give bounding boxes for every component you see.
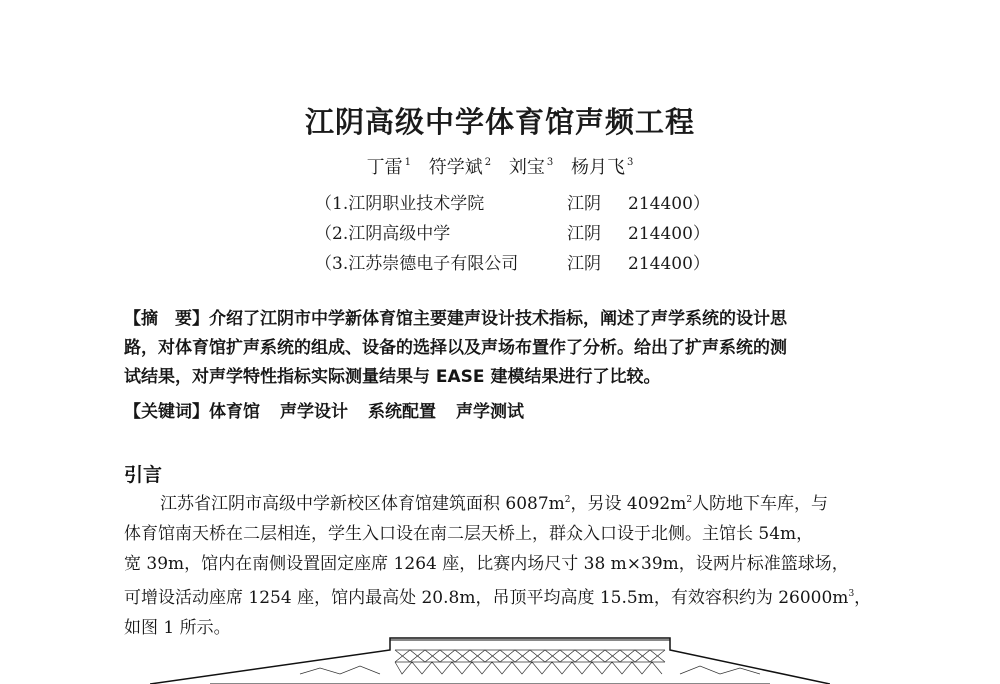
gymnasium-section-drawing: [150, 628, 830, 684]
keyword: 声学测试: [456, 402, 524, 422]
body-line: 如图 1 所示。: [124, 618, 231, 638]
author: 刘宝 $^3$: [508, 157, 554, 178]
body-line: 江苏省江阴市高级中学新校区体育馆建筑面积 $6087m^2$，另设 $4092m^2$人防地下车库，与: [160, 494, 829, 514]
paper-page: 江阴高级中学体育馆声频工程 丁雷 $^1$ 符学斌 $^2$ 刘宝 $^3$ 杨月飞 $^3$ （1.江阴职业技术学院 江阴 214400） （2.江阴高级中学 江阴 214400） （3.江苏崇德电子有限公司 江阴 214400） 【摘 要】介绍了江阴市中学新体育馆主要建声设计技术指标，阐述了声学系统的设计思 路，对体育馆扩声系统的组成、设备的选择以及声场布置作了分析。给出了扩声系统的测 试结果，对声学特性指标实际测量结果与 EASE 建模结果进行了比较。 【关键词】体育馆 声学设计 系统配置 声学测试 引言 江苏省江阴市高级中学新校区体育馆建筑面积 $6087m^2$，另设 $4092m^2$人防地下车库，与 体育馆南天桥在二层相连，学生入口设在南二层天桥上，群众入口设于北侧。主馆长 54m， 宽 39m，馆内在南侧设置固定座席 1264 座，比赛内场尺寸 38 m×39m，设两片标准篮球场， 可增设活动座席 1254 座，馆内最高处 20.8m，吊顶平均高度 15.5m，有效容积约为 $26000m^3$， 如图 1 所示。: [0, 0, 1000, 684]
body-line: 体育馆南天桥在二层相连，学生入口设在南二层天桥上，群众入口设于北侧。主馆长 54m，: [124, 524, 814, 544]
keyword: 声学设计: [280, 402, 348, 422]
author-list: [0, 153, 1000, 179]
abstract-line: 试结果，对声学特性指标实际测量结果与 EASE 建模结果进行了比较。: [124, 367, 661, 387]
body-line: 宽 39m，馆内在南侧设置固定座席 1264 座，比赛内场尺寸 38 m×39m，设两片标准篮球场，: [124, 554, 849, 574]
keywords: [124, 397, 544, 422]
keyword: 系统配置: [368, 402, 436, 422]
paper-title: 江阴高级中学体育馆声频工程: [304, 105, 695, 139]
author: 杨月飞 $^3$: [570, 157, 634, 178]
keywords-label: 【关键词】: [124, 402, 209, 422]
abstract: [124, 305, 900, 392]
abstract-line: 【摘 要】介绍了江阴市中学新体育馆主要建声设计技术指标，阐述了声学系统的设计思: [124, 309, 787, 329]
author: 符学斌 $^2$: [428, 157, 492, 178]
keyword: 体育馆: [209, 402, 260, 422]
abstract-line: 路，对体育馆扩声系统的组成、设备的选择以及声场布置作了分析。给出了扩声系统的测: [124, 338, 787, 358]
section-heading: 引言: [124, 464, 163, 486]
author: 丁雷 $^1$: [366, 157, 412, 178]
body-paragraph: [124, 485, 900, 643]
body-line: 可增设活动座席 1254 座，馆内最高处 20.8m，吊顶平均高度 15.5m，有效容积约为 $26000m^3$，: [124, 588, 872, 608]
